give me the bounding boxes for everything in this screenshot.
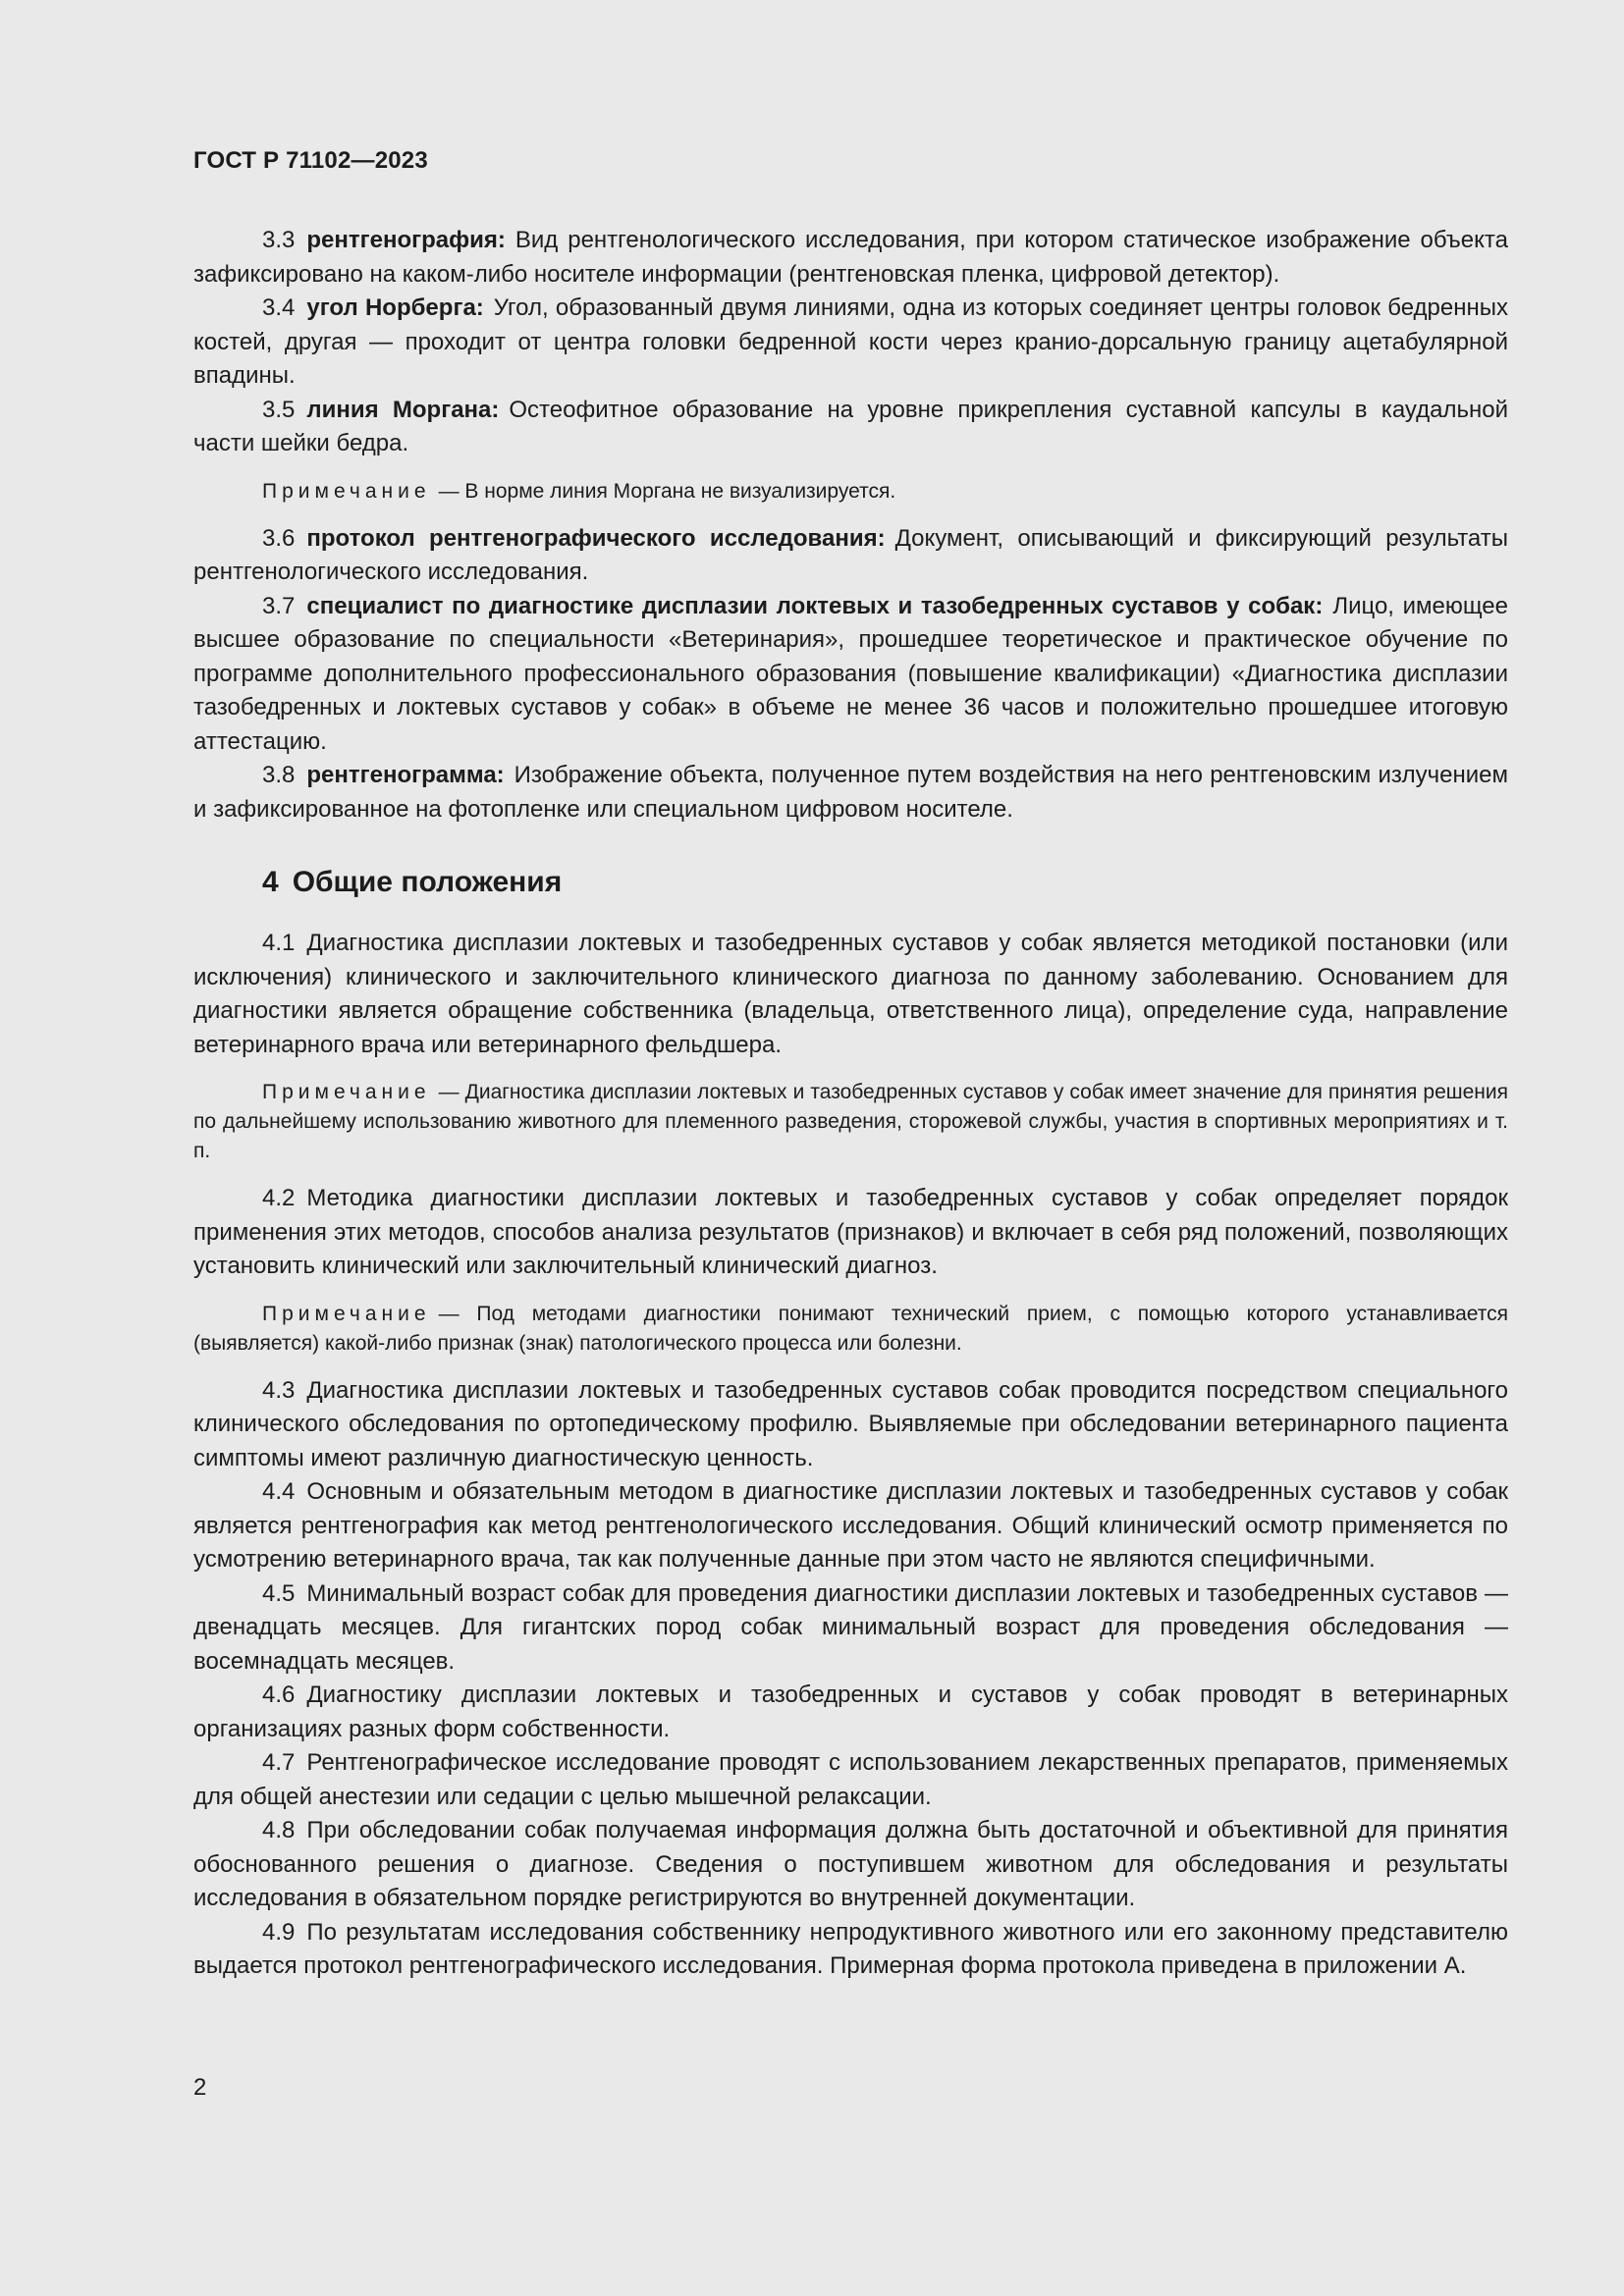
clause-number: 4.3 (262, 1376, 296, 1404)
note-clause-4-2 (193, 1300, 1508, 1359)
term-name: специалист по диагностике дисплазии локтевых и тазобедренных суставов у собак: (306, 592, 1324, 619)
term-number: 3.8 (262, 762, 296, 788)
clause-number: 4.1 (262, 930, 296, 956)
clause-number: 4.7 (262, 1749, 296, 1776)
clause-4-4 (193, 1475, 1508, 1577)
note-clause-4-1 (193, 1078, 1508, 1166)
note-term-3-5 (193, 477, 1508, 507)
note-text: — В норме линия Моргана не визуализируется. (438, 479, 896, 503)
clause-text: Диагностику дисплазии локтевых и тазобедренных и суставов у собак проводят в ветеринарных организациях разных форм собственности. (193, 1682, 1508, 1742)
term-3-3 (193, 224, 1508, 292)
clause-4-8 (193, 1814, 1508, 1916)
clause-text: Диагностика дисплазии локтевых и тазобедренных суставов собак проводится посредством специального клинического обследования по ортопедическому профилю. Выявляемые при обследовании ветеринарного пациента симптомы имеют различную диагностическую ценность. (193, 1376, 1508, 1471)
note-label: Примечание (262, 1302, 431, 1325)
page-number: 2 (193, 2074, 207, 2101)
note-text: — Диагностика дисплазии локтевых и тазобедренных суставов у собак имеет значение для принятия решения по дальнейшему использованию животного для племенного разведения, сторожевой службы, участия в спортивных мероприятиях и т. п. (193, 1081, 1508, 1162)
clause-text: Минимальный возраст собак для проведения диагностики дисплазии локтевых и тазобедренных суставов — двенадцать месяцев. Для гигантских пород собак минимальный возраст для проведения обследования — восемнадцать месяцев. (193, 1579, 1508, 1675)
note-text: — Под методами диагностики понимают технический прием, с помощью которого устанавливается (выявляется) какой-либо признак (знак) патологического процесса или болезни. (193, 1302, 1508, 1355)
section-title: Общие положения (292, 866, 563, 898)
clause-4-2 (193, 1182, 1508, 1284)
clause-number: 4.6 (262, 1682, 296, 1708)
term-name: угол Норберга: (306, 294, 484, 321)
clause-text: Основным и обязательным методом в диагностике дисплазии локтевых и тазобедренных суставов у собак является рентгенография как метод рентгенологического исследования. Общий клинический осмотр применяется по усмотрению ветеринарного врача, так как полученные данные при этом часто не являются специфичными. (193, 1478, 1508, 1573)
term-number: 3.5 (262, 396, 296, 423)
term-definition: Документ, описывающий и фиксирующий результаты рентгенологического исследования. (193, 524, 1508, 585)
term-definition: Остеофитное образование на уровне прикрепления суставной капсулы в каудальной части шейки бедра. (193, 396, 1508, 456)
term-number: 3.3 (262, 227, 296, 253)
section-4-heading (262, 866, 1508, 899)
clause-4-7 (193, 1746, 1508, 1814)
clause-number: 4.8 (262, 1817, 296, 1843)
section-number: 4 (262, 866, 279, 898)
clause-text: При обследовании собак получаемая информация должна быть достаточной и объективной для принятия обоснованного решения о диагнозе. Сведения о поступившем животном для обследования и результаты исследования в обязательном порядке регистрируются во внутренней документации. (193, 1817, 1508, 1911)
term-3-8 (193, 759, 1508, 827)
clause-text: По результатам исследования собственнику непродуктивного животного или его законному представителю выдается протокол рентгенографического исследования. Примерная форма протокола приведена в приложении А. (193, 1918, 1508, 1979)
term-3-4 (193, 292, 1508, 394)
clause-4-6 (193, 1679, 1508, 1746)
clause-text: Рентгенографическое исследование проводят с использованием лекарственных препаратов, применяемых для общей анестезии или седации с целью мышечной релаксации. (193, 1749, 1508, 1810)
term-definition: Лицо, имеющее высшее образование по специальности «Ветеринария», прошедшее теоретическое и практическое обучение по программе дополнительного профессионального образования (повышение квалификации) «Диагностика дисплазии тазобедренных и локтевых суставов у собак» в объеме не менее 36 часов и положительно прошедшее итоговую аттестацию. (193, 592, 1508, 755)
clause-number: 4.4 (262, 1478, 296, 1505)
term-3-5 (193, 394, 1508, 461)
note-label: Примечание (262, 1081, 431, 1103)
clause-4-3 (193, 1374, 1508, 1476)
note-label: Примечание (262, 479, 431, 503)
term-number: 3.4 (262, 294, 296, 321)
term-name: линия Моргана: (306, 396, 500, 423)
term-name: рентгенограмма: (306, 762, 505, 788)
term-3-6 (193, 522, 1508, 590)
term-definition: Изображение объекта, полученное путем воздействия на него рентгеновским излучением и зафиксированное на фотопленке или специальном цифровом носителе. (193, 762, 1508, 823)
term-3-7 (193, 590, 1508, 760)
term-definition: Вид рентгенологического исследования, при котором статическое изображение объекта зафиксировано на каком-либо носителе информации (рентгеновская пленка, цифровой детектор). (193, 227, 1508, 288)
term-number: 3.7 (262, 592, 296, 619)
term-number: 3.6 (262, 524, 296, 552)
term-name: рентгенография: (306, 227, 506, 253)
clause-text: Методика диагностики дисплазии локтевых и тазобедренных суставов у собак определяет порядок применения этих методов, способов анализа результатов (признаков) и включает в себя ряд положений, позволяющих установить клинический или заключительный клинический диагноз. (193, 1185, 1508, 1279)
clause-number: 4.9 (262, 1918, 296, 1946)
document-code: ГОСТ Р 71102—2023 (193, 147, 428, 174)
clause-4-5 (193, 1577, 1508, 1680)
clause-4-9 (193, 1916, 1508, 1984)
clause-text: Диагностика дисплазии локтевых и тазобедренных суставов у собак является методикой постановки (или исключения) клинического и заключительного клинического диагноза по данному заболеванию. Основанием для диагностики является обращение собственника (владельца, ответственного лица), определение суда, направление ветеринарного врача или ветеринарного фельдшера. (193, 930, 1508, 1058)
term-definition: Угол, образованный двумя линиями, одна из которых соединяет центры головок бедренных костей, другая — проходит от центра головки бедренной кости через кранио-дорсальную границу ацетабулярной впадины. (193, 294, 1508, 389)
clause-number: 4.2 (262, 1185, 296, 1211)
clause-number: 4.5 (262, 1579, 296, 1607)
clause-4-1 (193, 927, 1508, 1062)
term-name: протокол рентгенографического исследования: (306, 524, 886, 552)
